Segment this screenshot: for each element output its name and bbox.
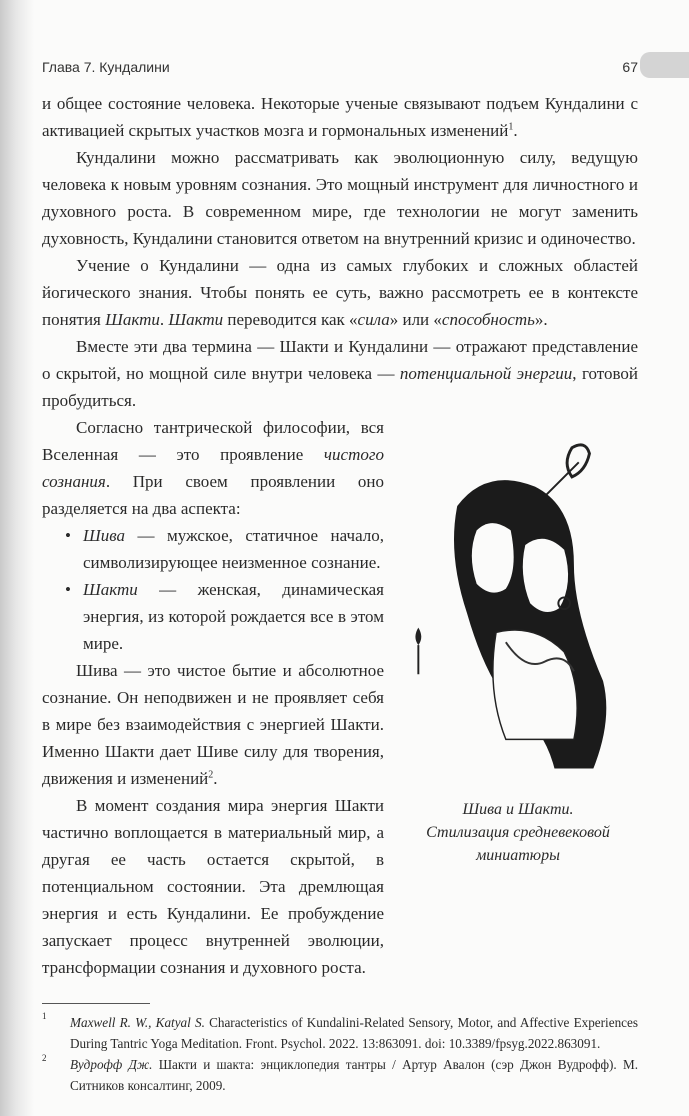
footnote: [42, 1054, 638, 1096]
figure-caption: [398, 798, 638, 867]
footnote-divider: [42, 1003, 150, 1004]
text-run: , готовой пробудиться.: [42, 364, 638, 410]
text-run: Вместе эти два термина — Шакти и Кундалини — отражают представление о скрытой, но мощной силе внутри человека —: [42, 337, 638, 383]
italic-text: Шива: [83, 526, 125, 545]
text-run: Согласно тантрической философии, вся Вселенная — это проявление: [42, 418, 384, 464]
footnote-text: [70, 1015, 638, 1051]
italic-text: сила: [357, 310, 390, 329]
list-item: [83, 522, 384, 576]
text-run: В момент создания мира энергия Шакти частично воплощается в материальный мир, а другая ее часть остается скрытой, в потенциальном состоянии. Эта дремлющая энергия и есть Кундалини. Ее пробуждение запускает процесс внутренней эволюции, трансформации сознания и духовного роста.: [42, 796, 384, 977]
footnote-text: [70, 1057, 638, 1093]
figure: [398, 414, 638, 867]
italic-text: чистого сознания: [42, 445, 384, 491]
page-header: [42, 56, 638, 78]
page-edge-tab: [640, 52, 689, 78]
footnote-number: 1: [42, 1011, 47, 1021]
text-run: Учение о Кундалини — одна из самых глубоких и сложных областей йогического знания. Чтобы понять ее суть, важно рассмотреть ее в контексте понятия: [42, 256, 638, 329]
text-run: » или «: [389, 310, 442, 329]
paragraph: [42, 90, 638, 144]
italic-text: Шакти: [105, 310, 160, 329]
text-run: и общее состояние человека. Некоторые ученые связывают подъем Кундалини с активацией скрытых участков мозга и гормональных изменений: [42, 94, 638, 140]
caption-line: Стилизация средневековой: [426, 824, 610, 841]
caption-line: Шива и Шакти.: [462, 801, 574, 818]
two-column-section: [42, 414, 638, 981]
footnotes: [42, 1012, 638, 1096]
paragraph: [42, 144, 638, 252]
text-run: .: [213, 769, 218, 788]
text-run: Characteristics of Kundalini-Related Sensory, Motor, and Affective Experiences During Tantric Yoga Meditation. Front. Psychol. 2022. 13:863091. doi: 10.3389/fpsyg.2022.863091.: [70, 1015, 639, 1051]
footnote-number: 2: [42, 1053, 47, 1063]
paragraph: [42, 414, 384, 522]
aspects-list: [42, 522, 384, 657]
paragraph: [42, 657, 384, 792]
paragraph: [42, 252, 638, 333]
italic-text: потенциальной энергии: [399, 364, 573, 383]
text-run: . При своем проявлении оно разделяется на два аспекта:: [42, 472, 384, 518]
paragraph: [42, 792, 384, 981]
shiva-shakti-illustration: [398, 438, 638, 788]
text-run: Шива — это чистое бытие и абсолютное сознание. Он неподвижен и не проявляет себя в мире без взаимодействия с энергией Шакти. Именно Шакти дает Шиве силу для творения, движения и изменений: [42, 661, 384, 788]
text-run: Шакти и шакта: энциклопедия тантры / Артур Авалон (сэр Джон Вудрофф). М. Ситников консалтинг, 2009.: [70, 1057, 638, 1093]
body-text-full-width: [42, 90, 638, 414]
text-run: ».: [534, 310, 548, 329]
text-run: .: [159, 310, 169, 329]
italic-text: Вудрофф Дж.: [70, 1057, 153, 1072]
text-run: Кундалини можно рассматривать как эволюционную силу, ведущую человека к новым уровням сознания. Это мощный инструмент для личностного и духовного роста. В современном мире, где технологии не могут заменить духовность, Кундалини становится ответом на внутренний кризис и одиночество.: [42, 148, 638, 248]
italic-text: Шакти: [168, 310, 224, 329]
caption-line: миниатюры: [476, 847, 560, 864]
footnote-ref: 2: [208, 769, 214, 781]
running-header: Глава 7. Кундалини: [42, 59, 170, 75]
italic-text: Шакти: [83, 580, 138, 599]
text-run: — женская, динамическая энергия, из которой рождается все в этом мире.: [83, 580, 384, 653]
text-run: — мужское, статичное начало, символизирующее неизменное сознание.: [83, 526, 384, 572]
italic-text: Maxwell R. W., Katyal S.: [70, 1015, 205, 1030]
text-run: .: [513, 121, 518, 140]
footnote-ref: 1: [508, 121, 514, 133]
text-run: переводится как «: [223, 310, 358, 329]
italic-text: способность: [441, 310, 535, 329]
page-number: 67: [622, 59, 638, 75]
list-item: [83, 576, 384, 657]
paragraph: [42, 333, 638, 414]
body-text-column: [42, 414, 384, 981]
footnote: [42, 1012, 638, 1054]
